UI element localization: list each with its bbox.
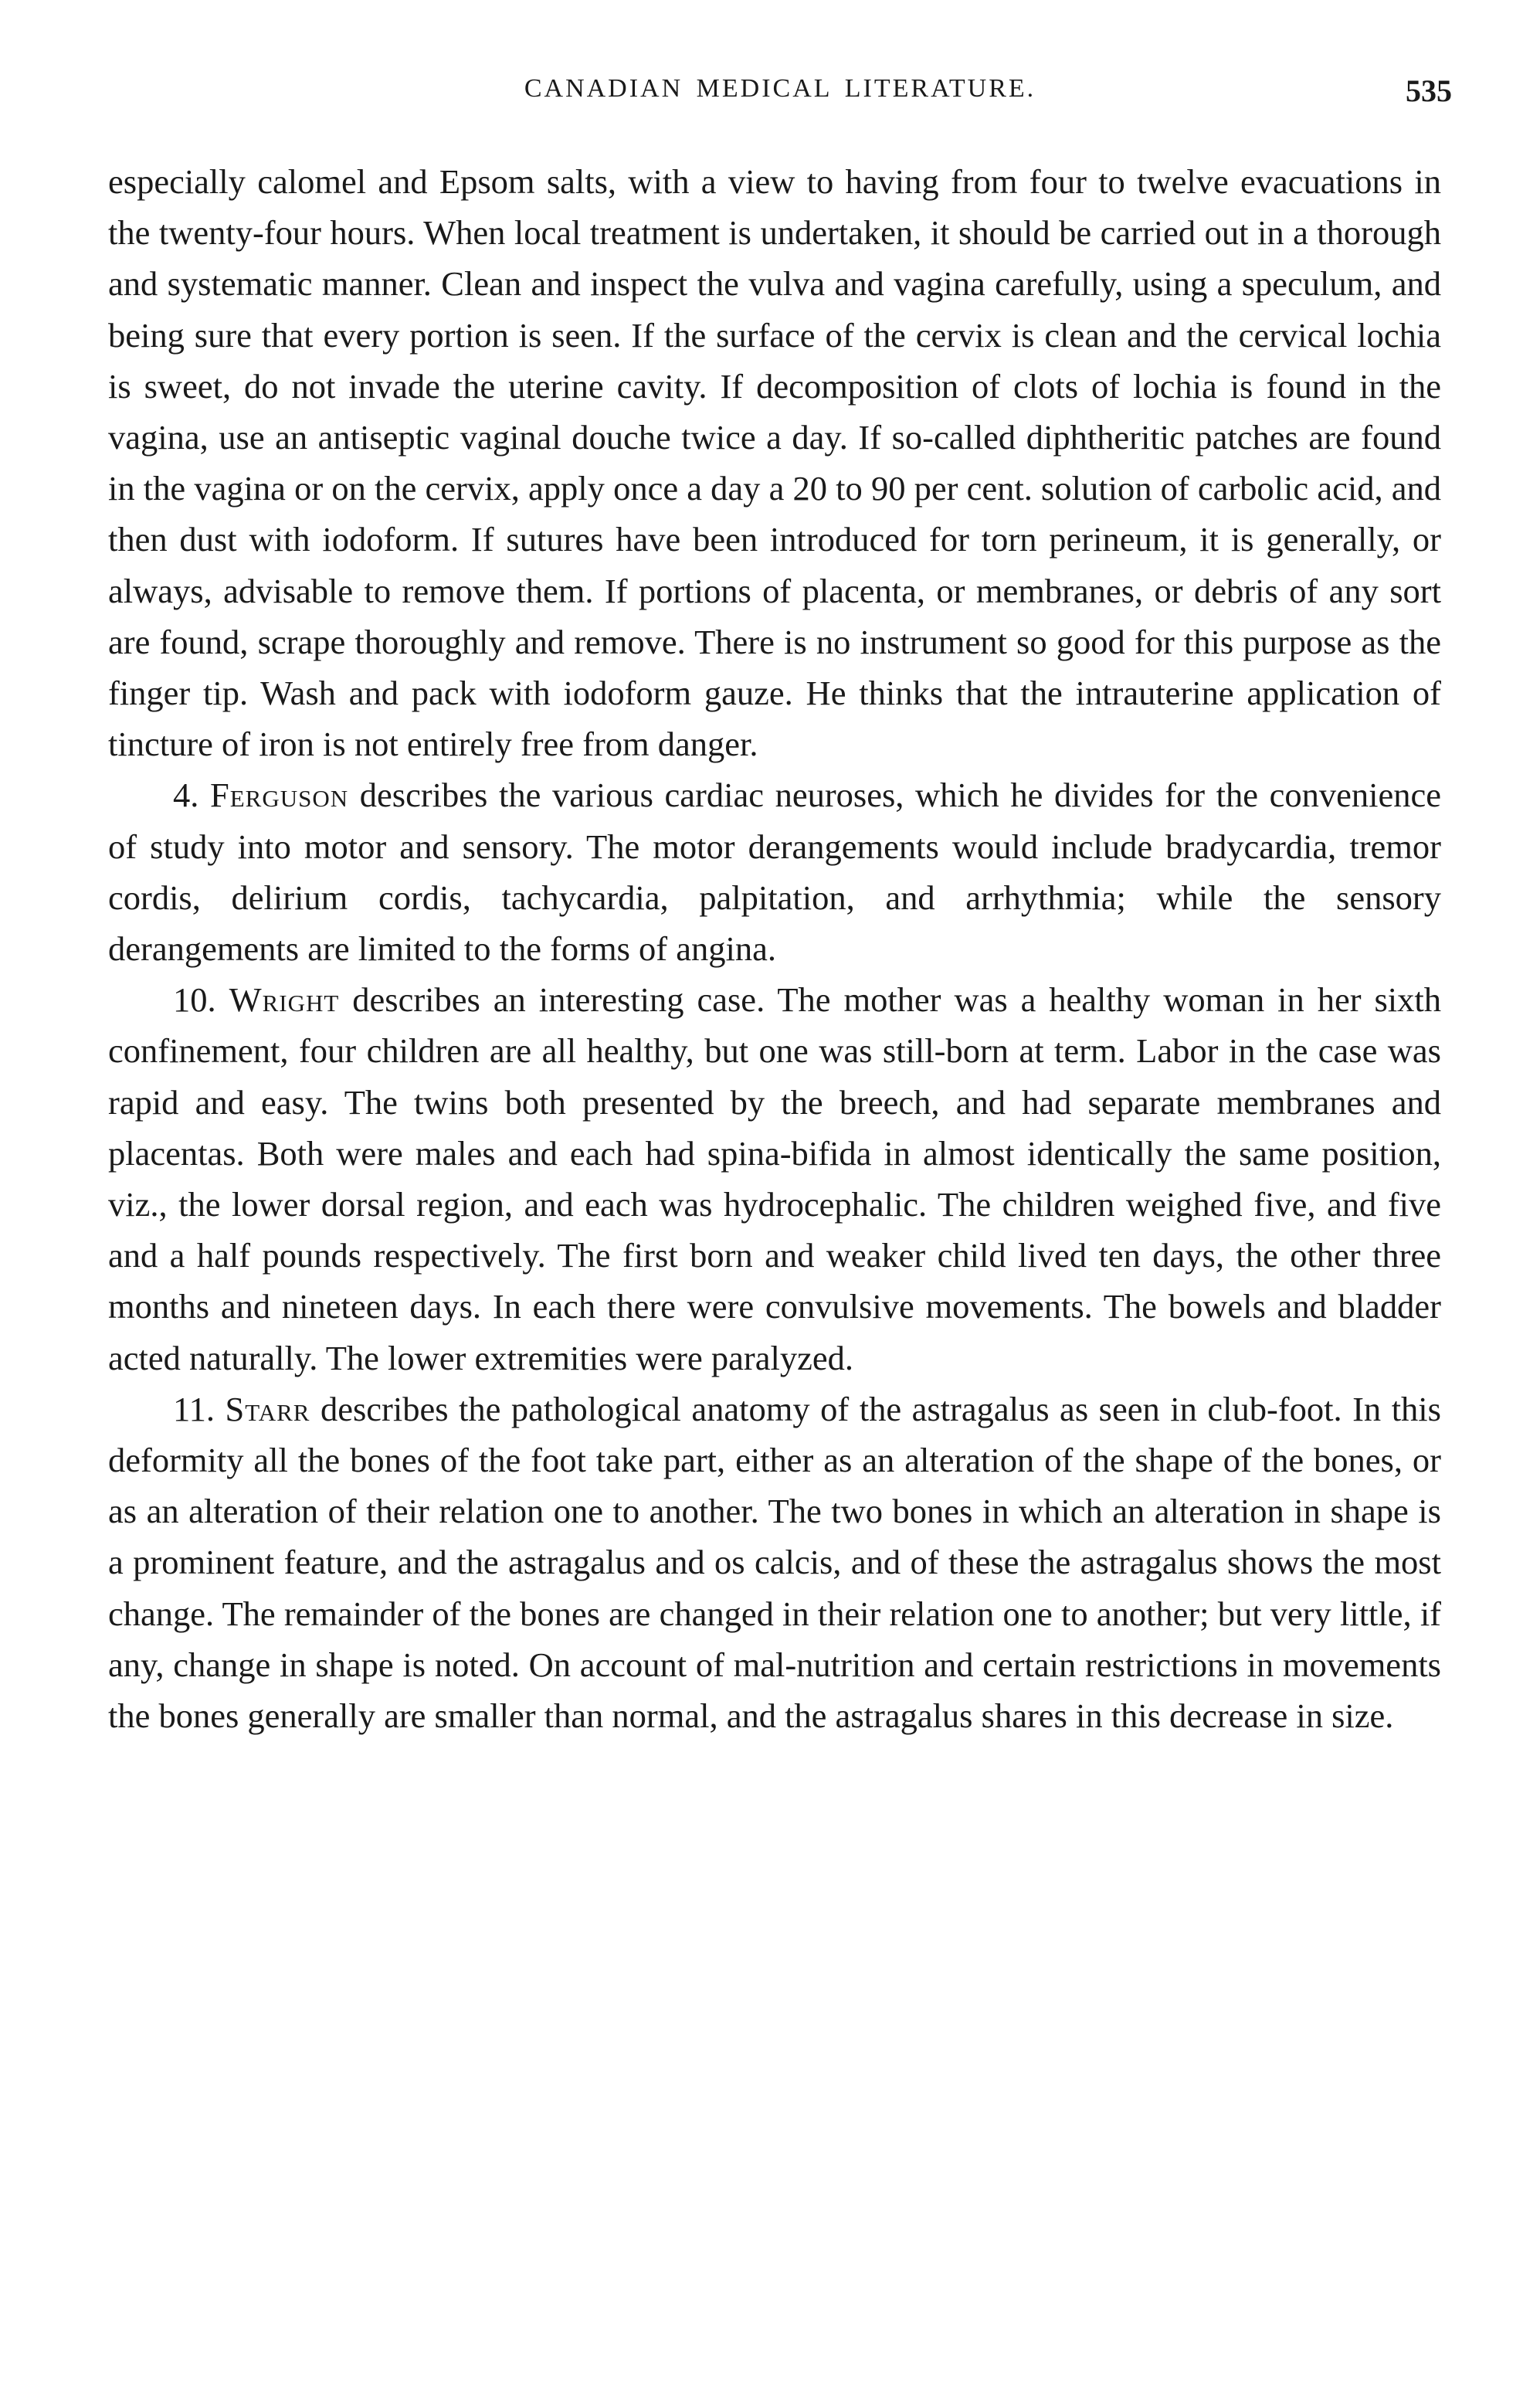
paragraph-starr xyxy=(108,1384,1441,1741)
paragraph-wright xyxy=(108,974,1441,1384)
author-name: Starr xyxy=(225,1389,310,1428)
page-header xyxy=(108,74,1452,128)
article-body xyxy=(108,156,1441,1741)
page-number: 535 xyxy=(1406,73,1452,108)
author-name: Ferguson xyxy=(210,776,349,815)
paragraph-text: describes an interesting case. The mother was a healthy woman in her sixth confinement, four children are all healthy, but one was still-born at term. Labor in the case was rapid and easy. The twins both presented by the breech, and had separate membranes and placentas. Both were males and each had spina-bifida in almost identically the same position, viz., the lower dorsal region, and each was hydrocephalic. The children weighed five, and five and a half pounds respectively. The first born and weaker child lived ten days, the other three months and nineteen days. In each there were convulsive movements. The bowels and bladder acted naturally. The lower extremities were paralyzed. xyxy=(108,980,1442,1377)
reference-number: 11. xyxy=(173,1389,215,1428)
author-name: Wright xyxy=(229,980,340,1020)
paragraph-continuation xyxy=(108,156,1441,769)
paragraph-text: describes the pathological anatomy of the astragalus as seen in club-foot. In this deformity all the bones of the foot take part, either as an alteration of the shape of the bones, or as an alteration of their relation one to another. The two bones in which an alteration in shape is a prominent feature, and the astragalus and os calcis, and of these the astragalus shows the most change. The remainder of the bones are changed in their relation one to another; but very little, if any, change in shape is noted. On account of mal-nutrition and certain restrictions in movements the bones generally are smaller than normal, and the astragalus shares in this decrease in size. xyxy=(108,1389,1441,1736)
reference-number: 4. xyxy=(173,776,199,815)
paragraph-text: describes the various cardiac neuroses, which he divides for the convenience of study into motor and sensory. The motor derangements would include bradycardia, tremor cordis, delirium cordis, tachycardia, palpitation, and arrhythmia; while the sensory derangements are limited to the forms of angina. xyxy=(108,776,1442,969)
running-title: CANADIAN MEDICAL LITERATURE. xyxy=(524,74,1036,103)
paragraph-ferguson xyxy=(108,769,1441,974)
reference-number: 10. xyxy=(173,980,216,1020)
paragraph-text: especially calomel and Epsom salts, with a view to having from four to twelve evacuations in the twenty-four hours. When local treatment is undertaken, it should be carried out in a thorough and systematic manner. Clean and inspect the vulva and vagina carefully, using a speculum, and being sure that every portion is seen. If the surface of the cervix is clean and the cervical lochia is sweet, do not invade the uterine cavity. If decomposition of clots of lochia is found in the vagina, use an antiseptic vaginal douche twice a day. If so-called diphtheritic patches are found in the vagina or on the cervix, apply once a day a 20 to 90 per cent. solution of carbolic acid, and then dust with iodoform. If sutures have been introduced for torn perineum, it is generally, or always, advisable to remove them. If portions of placenta, or membranes, or debris of any sort are found, scrape thoroughly and remove. There is no instrument so good for this purpose as the finger tip. Wash and pack with iodoform gauze. He thinks that the intrauterine application of tincture of iron is not entirely free from danger. xyxy=(108,162,1441,764)
